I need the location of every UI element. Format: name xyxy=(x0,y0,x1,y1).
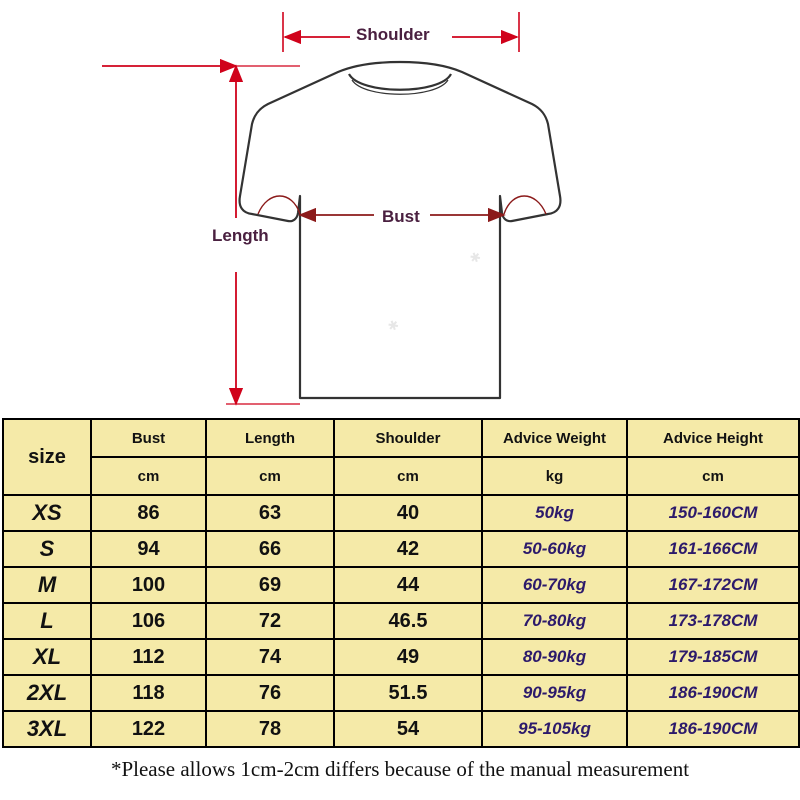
row-advice-weight: 80-90kg xyxy=(482,639,627,675)
table-row xyxy=(3,603,799,639)
header-length: Length xyxy=(206,419,334,457)
unit-shoulder: cm xyxy=(334,457,482,495)
table-unit-row xyxy=(3,457,799,495)
row-advice-weight: 95-105kg xyxy=(482,711,627,747)
table-header-row xyxy=(3,419,799,457)
row-advice-weight: 50kg xyxy=(482,495,627,531)
row-advice-weight: 70-80kg xyxy=(482,603,627,639)
row-size: XS xyxy=(3,495,91,531)
row-length: 78 xyxy=(206,711,334,747)
row-shoulder: 46.5 xyxy=(334,603,482,639)
row-length: 76 xyxy=(206,675,334,711)
shoulder-label: Shoulder xyxy=(356,25,430,44)
bust-label: Bust xyxy=(382,207,420,226)
row-bust: 100 xyxy=(91,567,206,603)
table-row xyxy=(3,567,799,603)
row-advice-height: 167-172CM xyxy=(627,567,799,603)
row-size: M xyxy=(3,567,91,603)
length-label: Length xyxy=(212,226,269,245)
table-row xyxy=(3,675,799,711)
row-size: L xyxy=(3,603,91,639)
header-bust: Bust xyxy=(91,419,206,457)
row-size: S xyxy=(3,531,91,567)
watermark: ✱ xyxy=(467,248,483,267)
row-length: 74 xyxy=(206,639,334,675)
size-table xyxy=(2,418,800,748)
row-shoulder: 44 xyxy=(334,567,482,603)
table-row xyxy=(3,639,799,675)
unit-advice-height: cm xyxy=(627,457,799,495)
row-size: 3XL xyxy=(3,711,91,747)
row-size: XL xyxy=(3,639,91,675)
table-row xyxy=(3,711,799,747)
row-bust: 112 xyxy=(91,639,206,675)
row-shoulder: 49 xyxy=(334,639,482,675)
header-advice-height: Advice Height xyxy=(627,419,799,457)
tshirt-shape xyxy=(240,62,561,398)
header-size: size xyxy=(3,419,91,495)
row-length: 69 xyxy=(206,567,334,603)
row-advice-height: 173-178CM xyxy=(627,603,799,639)
table-row xyxy=(3,531,799,567)
measurement-note: *Please allows 1cm-2cm differs because of the manual measurement xyxy=(110,757,690,781)
row-advice-height: 179-185CM xyxy=(627,639,799,675)
row-bust: 118 xyxy=(91,675,206,711)
unit-advice-weight: kg xyxy=(482,457,627,495)
row-length: 63 xyxy=(206,495,334,531)
row-bust: 106 xyxy=(91,603,206,639)
row-advice-weight: 50-60kg xyxy=(482,531,627,567)
row-size: 2XL xyxy=(3,675,91,711)
row-shoulder: 40 xyxy=(334,495,482,531)
row-advice-height: 161-166CM xyxy=(627,531,799,567)
row-advice-height: 186-190CM xyxy=(627,675,799,711)
watermark: ✱ xyxy=(385,316,401,335)
row-shoulder: 54 xyxy=(334,711,482,747)
row-advice-weight: 90-95kg xyxy=(482,675,627,711)
row-length: 72 xyxy=(206,603,334,639)
row-advice-height: 150-160CM xyxy=(627,495,799,531)
row-advice-height: 186-190CM xyxy=(627,711,799,747)
row-bust: 122 xyxy=(91,711,206,747)
row-length: 66 xyxy=(206,531,334,567)
unit-bust: cm xyxy=(91,457,206,495)
row-bust: 94 xyxy=(91,531,206,567)
row-shoulder: 51.5 xyxy=(334,675,482,711)
row-bust: 86 xyxy=(91,495,206,531)
row-shoulder: 42 xyxy=(334,531,482,567)
row-advice-weight: 60-70kg xyxy=(482,567,627,603)
table-row xyxy=(3,495,799,531)
unit-length: cm xyxy=(206,457,334,495)
header-advice-weight: Advice Weight xyxy=(482,419,627,457)
header-shoulder: Shoulder xyxy=(334,419,482,457)
